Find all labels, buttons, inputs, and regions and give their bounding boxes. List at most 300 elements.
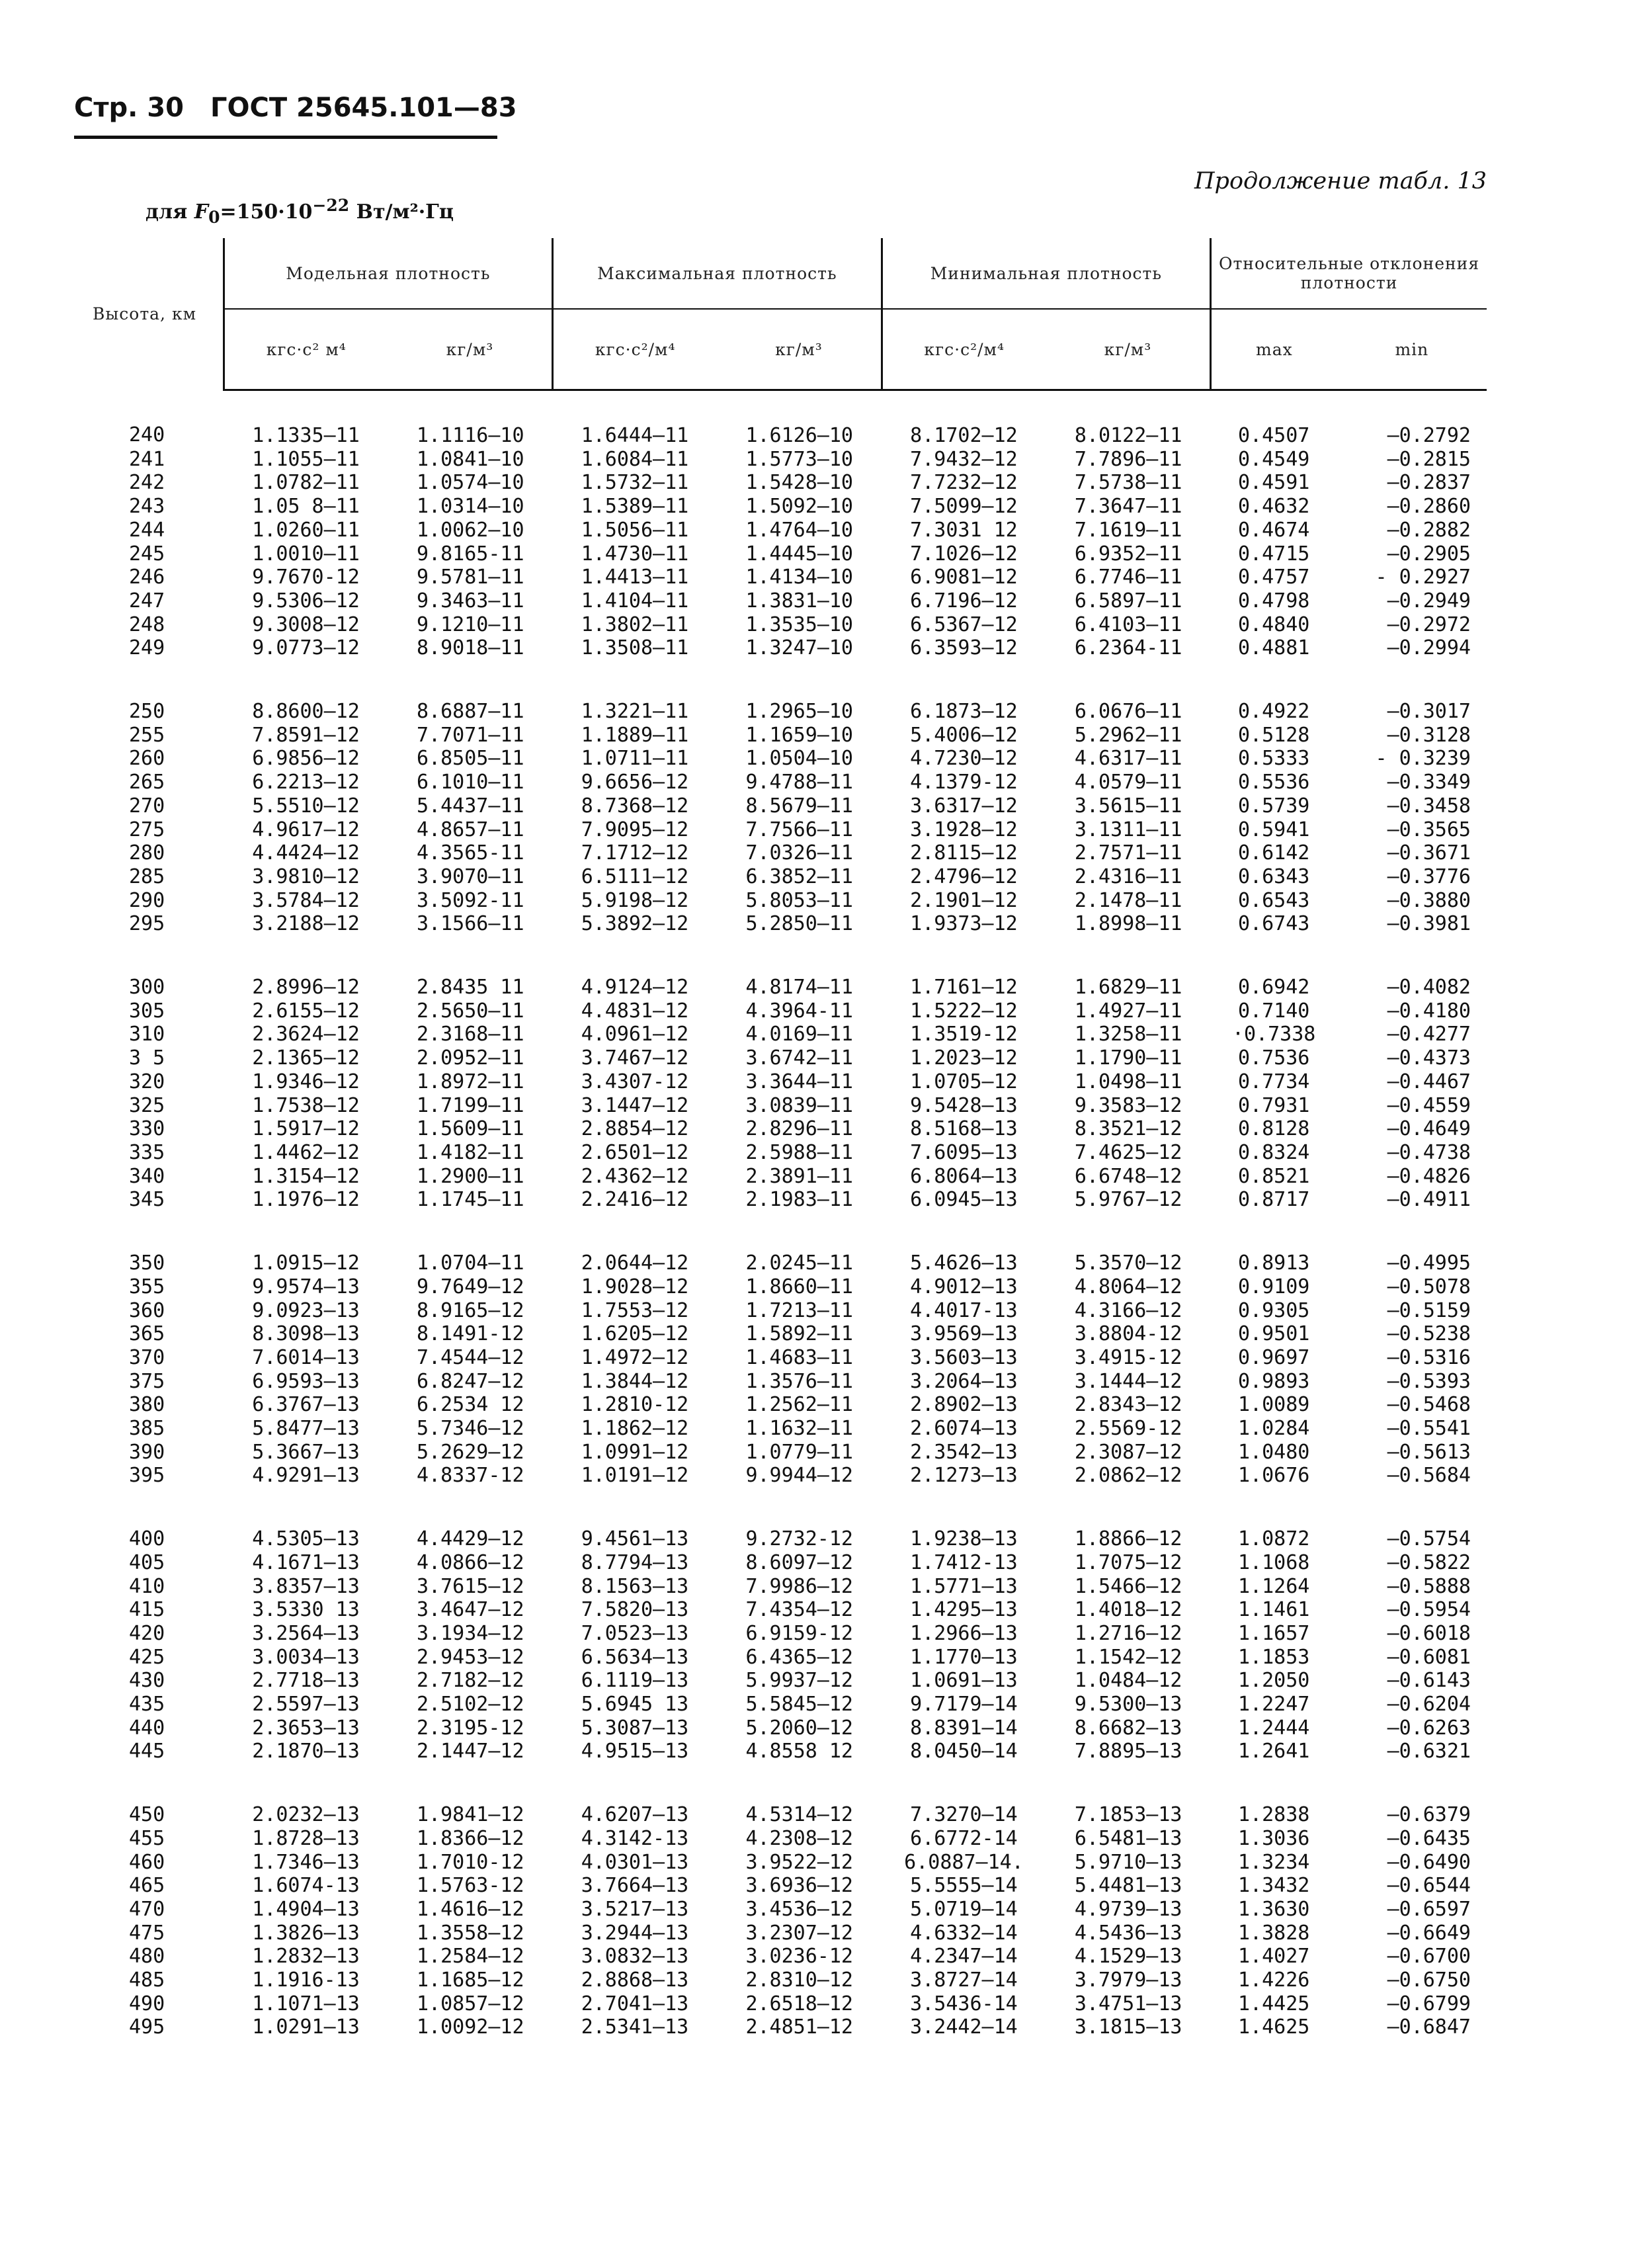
- altitude-cell: 360: [129, 1298, 165, 1322]
- model-kgf-cell: 1.0291—13: [252, 2015, 360, 2039]
- deviation-min-cell: —0.6799: [1387, 1992, 1471, 2015]
- deviation-max-cell: 0.8521: [1237, 1164, 1310, 1188]
- min-kgf-cell: 8.5168—13: [910, 1117, 1018, 1141]
- max-kg-cell: 1.3576—11: [745, 1369, 853, 1393]
- model-kg-cell: 3.1566—11: [416, 912, 524, 936]
- model-kgf-cell: 4.5305—13: [252, 1527, 360, 1551]
- max-kg-cell: 9.9944—12: [745, 1464, 853, 1488]
- deviation-max-cell: 1.1657: [1237, 1621, 1310, 1645]
- min-kg-cell: 2.4316—11: [1074, 865, 1182, 888]
- model-kg-cell: 8.1491-12: [416, 1322, 524, 1346]
- flux-symbol: F: [194, 200, 209, 224]
- max-kgf-cell: 7.0523—13: [581, 1621, 689, 1645]
- model-kgf-cell: 4.9291—13: [252, 1464, 360, 1488]
- max-kgf-cell: 2.8854—12: [581, 1117, 689, 1141]
- deviation-min-cell: —0.5822: [1387, 1550, 1471, 1574]
- table-row: [74, 566, 1487, 589]
- max-kgf-cell: 7.9095—12: [581, 818, 689, 841]
- deviation-max-cell: 0.8128: [1237, 1117, 1310, 1141]
- min-kgf-cell: 6.3593—12: [910, 636, 1018, 660]
- model-kgf-cell: 1.0915—12: [252, 1251, 360, 1275]
- model-kg-cell: 2.9453—12: [416, 1645, 524, 1669]
- min-kgf-cell: 1.5771—13: [910, 1574, 1018, 1598]
- min-kg-cell: 3.4751—13: [1074, 1992, 1182, 2015]
- max-kgf-cell: 1.9028—12: [581, 1275, 689, 1298]
- max-kg-cell: 1.5428—10: [745, 471, 853, 495]
- max-kg-cell: 8.5679—11: [745, 794, 853, 818]
- min-kgf-cell: 6.0887—14.: [904, 1850, 1024, 1874]
- min-kgf-cell: 3.2064—13: [910, 1369, 1018, 1393]
- min-kgf-cell: 5.0719—14: [910, 1897, 1018, 1921]
- max-kg-cell: 1.8660—11: [745, 1275, 853, 1298]
- model-kg-cell: 4.0866—12: [416, 1550, 524, 1574]
- model-kg-cell: 1.0841—10: [416, 447, 524, 471]
- min-kgf-cell: 6.7196—12: [910, 589, 1018, 613]
- table-row: [74, 495, 1487, 519]
- model-kg-cell: 8.9165—12: [416, 1298, 524, 1322]
- model-kgf-cell: 8.8600—12: [252, 700, 360, 724]
- deviation-min-cell: —0.5754: [1387, 1527, 1471, 1551]
- max-kgf-cell: 2.0644—12: [581, 1251, 689, 1275]
- max-kgf-cell: 3.5217—13: [581, 1897, 689, 1921]
- table-header: [74, 238, 1487, 390]
- max-kg-cell: 4.5314—12: [745, 1803, 853, 1827]
- deviation-max-cell: 1.2050: [1237, 1669, 1310, 1693]
- max-kgf-cell: 1.3221—11: [581, 700, 689, 724]
- deviation-max-cell: 1.4027: [1237, 1945, 1310, 1968]
- model-kg-cell: 1.5609—11: [416, 1117, 524, 1141]
- deviation-min-cell: —0.4995: [1387, 1251, 1471, 1275]
- flux-units: Вт/м²·Гц: [356, 200, 454, 224]
- model-kg-cell: 8.9018—11: [416, 636, 524, 660]
- max-kg-cell: 1.7213—11: [745, 1298, 853, 1322]
- max-kg-cell: 1.0504—10: [745, 747, 853, 771]
- min-kgf-cell: 6.0945—13: [910, 1188, 1018, 1212]
- altitude-cell: 490: [129, 1992, 165, 2015]
- model-kgf-cell: 1.0260—11: [252, 518, 360, 542]
- model-kg-cell: 3.1934—12: [416, 1621, 524, 1645]
- model-kgf-cell: 3.2564—13: [252, 1621, 360, 1645]
- max-kg-cell: 1.3831—10: [745, 589, 853, 613]
- min-kg-cell: 8.0122—11: [1074, 424, 1182, 447]
- table-row: [74, 1275, 1487, 1299]
- deviation-max-cell: 0.9697: [1237, 1345, 1310, 1369]
- max-kg-cell: 4.2308—12: [745, 1826, 853, 1850]
- model-kg-cell: 2.5650—11: [416, 999, 524, 1023]
- max-kgf-cell: 6.5111—12: [581, 865, 689, 888]
- max-kg-cell: 5.2060—12: [745, 1716, 853, 1740]
- table-row: [74, 724, 1487, 747]
- altitude-cell: 275: [129, 818, 165, 841]
- table-row: [74, 1370, 1487, 1394]
- unit-max-kgf: кгс·с²/м⁴: [553, 309, 718, 390]
- deviation-max-cell: 0.4757: [1237, 566, 1310, 589]
- min-kgf-cell: 6.8064—13: [910, 1164, 1018, 1188]
- model-kg-cell: 1.1116—10: [416, 424, 524, 447]
- min-kgf-cell: 7.5099—12: [910, 495, 1018, 519]
- max-kg-cell: 1.1659—10: [745, 723, 853, 747]
- model-kgf-cell: 3.0034—13: [252, 1645, 360, 1669]
- max-kgf-cell: 7.5820—13: [581, 1598, 689, 1622]
- altitude-cell: 480: [129, 1945, 165, 1968]
- min-kg-cell: 2.7571—11: [1074, 841, 1182, 865]
- model-kg-cell: 2.3168—11: [416, 1023, 524, 1046]
- deviation-min-cell: —0.4277: [1387, 1023, 1471, 1046]
- deviation-min-cell: —0.2882: [1387, 518, 1471, 542]
- table-row: [74, 1393, 1487, 1417]
- table-body: [74, 390, 1487, 2047]
- max-kg-cell: 1.5092—10: [745, 495, 853, 519]
- model-kgf-cell: 5.3667—13: [252, 1440, 360, 1464]
- altitude-cell: 305: [129, 999, 165, 1023]
- altitude-cell: 310: [129, 1023, 165, 1046]
- deviation-max-cell: 0.6543: [1237, 888, 1310, 912]
- table-row: [74, 667, 1487, 724]
- altitude-cell: 244: [129, 518, 165, 542]
- max-kgf-cell: 5.3892—12: [581, 912, 689, 936]
- model-kg-cell: 1.0062—10: [416, 518, 524, 542]
- min-kg-cell: 1.8866—12: [1074, 1527, 1182, 1551]
- min-kg-cell: 3.8804-12: [1074, 1322, 1182, 1346]
- min-kg-cell: 3.1444—12: [1074, 1369, 1182, 1393]
- max-kg-cell: 1.4764—10: [745, 518, 853, 542]
- min-kgf-cell: 4.1379-12: [910, 771, 1018, 794]
- min-kg-cell: 6.9352—11: [1074, 542, 1182, 566]
- deviation-max-cell: 1.1853: [1237, 1645, 1310, 1669]
- deviation-min-cell: —0.6435: [1387, 1826, 1471, 1850]
- max-kg-cell: 2.4851—12: [745, 2015, 853, 2039]
- max-kg-cell: 3.6742—11: [745, 1046, 853, 1070]
- min-kg-cell: 6.7746—11: [1074, 566, 1182, 589]
- min-kgf-cell: 3.5603—13: [910, 1345, 1018, 1369]
- min-kgf-cell: 1.5222—12: [910, 999, 1018, 1023]
- table-row: [74, 1945, 1487, 1968]
- model-kgf-cell: 2.5597—13: [252, 1693, 360, 1716]
- model-kgf-cell: 6.3767—13: [252, 1393, 360, 1417]
- model-kg-cell: 7.4544—12: [416, 1345, 524, 1369]
- table-row: [74, 1693, 1487, 1716]
- altitude-cell: 385: [129, 1417, 165, 1441]
- deviation-max-cell: 1.2838: [1237, 1803, 1310, 1827]
- deviation-max-cell: 1.4226: [1237, 1968, 1310, 1992]
- unit-deviation-min: min: [1337, 309, 1487, 390]
- model-kg-cell: 9.5781—11: [416, 566, 524, 589]
- model-kgf-cell: 9.0773—12: [252, 636, 360, 660]
- model-kg-cell: 1.0314—10: [416, 495, 524, 519]
- model-kgf-cell: 2.0232—13: [252, 1803, 360, 1827]
- deviation-max-cell: 1.3630: [1237, 1897, 1310, 1921]
- altitude-cell: 435: [129, 1693, 165, 1716]
- deviation-min-cell: —0.5468: [1387, 1393, 1471, 1417]
- table-row: [74, 1551, 1487, 1575]
- altitude-cell: 400: [129, 1527, 165, 1551]
- min-kg-cell: 1.0498—11: [1074, 1070, 1182, 1093]
- max-kg-cell: 5.5845—12: [745, 1693, 853, 1716]
- max-kgf-cell: 6.1119—13: [581, 1669, 689, 1693]
- deviation-max-cell: 0.9893: [1237, 1369, 1310, 1393]
- model-kgf-cell: 2.8996—12: [252, 976, 360, 999]
- min-kg-cell: 1.1790—11: [1074, 1046, 1182, 1070]
- model-kg-cell: 5.4437—11: [416, 794, 524, 818]
- deviation-max-cell: 0.4840: [1237, 613, 1310, 636]
- deviation-min-cell: —0.5684: [1387, 1464, 1471, 1488]
- max-kgf-cell: 1.3802—11: [581, 613, 689, 636]
- model-kg-cell: 9.8165-11: [416, 542, 524, 566]
- model-kg-cell: 9.7649—12: [416, 1275, 524, 1298]
- model-kg-cell: 1.5763-12: [416, 1874, 524, 1898]
- density-table-grid: [74, 238, 1487, 2046]
- altitude-cell: 430: [129, 1669, 165, 1693]
- min-kgf-cell: 5.5555—14: [910, 1874, 1018, 1898]
- table-row: [74, 1827, 1487, 1851]
- table-row: [74, 519, 1487, 542]
- model-kgf-cell: 3.5330 13: [252, 1598, 360, 1622]
- altitude-cell: 470: [129, 1897, 165, 1921]
- altitude-cell: 285: [129, 865, 165, 888]
- deviation-min-cell: —0.3458: [1387, 794, 1471, 818]
- deviation-min-cell: —0.3565: [1387, 818, 1471, 841]
- altitude-cell: 355: [129, 1275, 165, 1298]
- deviation-max-cell: 0.6743: [1237, 912, 1310, 936]
- min-kgf-cell: 3.5436-14: [910, 1992, 1018, 2015]
- altitude-cell: 415: [129, 1598, 165, 1622]
- table-row: [74, 1968, 1487, 1992]
- model-kgf-cell: 1.1055—11: [252, 447, 360, 471]
- deviation-max-cell: 0.7536: [1237, 1046, 1310, 1070]
- max-kg-cell: 4.0169—11: [745, 1023, 853, 1046]
- deviation-max-cell: 1.3036: [1237, 1826, 1310, 1850]
- table-row: [74, 1874, 1487, 1898]
- max-kg-cell: 1.2965—10: [745, 700, 853, 724]
- group-relative-deviation: Относительные отклонения плотности: [1211, 238, 1487, 309]
- max-kg-cell: 1.4134—10: [745, 566, 853, 589]
- max-kg-cell: 1.2562—11: [745, 1393, 853, 1417]
- table-condition: [145, 196, 454, 227]
- max-kg-cell: 3.0236-12: [745, 1945, 853, 1968]
- min-kg-cell: 4.6317—11: [1074, 747, 1182, 771]
- altitude-cell: 242: [129, 471, 165, 495]
- altitude-cell: 345: [129, 1188, 165, 1212]
- deviation-min-cell: —0.5613: [1387, 1440, 1471, 1464]
- min-kg-cell: 1.7075—12: [1074, 1550, 1182, 1574]
- model-kg-cell: 9.3463—11: [416, 589, 524, 613]
- min-kgf-cell: 3.1928—12: [910, 818, 1018, 841]
- altitude-cell: 390: [129, 1440, 165, 1464]
- table-row: [74, 1669, 1487, 1693]
- model-kgf-cell: 4.9617—12: [252, 818, 360, 841]
- max-kg-cell: 4.8558 12: [745, 1740, 853, 1763]
- deviation-min-cell: —0.2949: [1387, 589, 1471, 613]
- max-kg-cell: 3.2307—12: [745, 1921, 853, 1945]
- max-kgf-cell: 1.7553—12: [581, 1298, 689, 1322]
- max-kg-cell: 2.1983—11: [745, 1188, 853, 1212]
- table-row: [74, 1716, 1487, 1740]
- table-row: [74, 1922, 1487, 1945]
- max-kgf-cell: 4.6207—13: [581, 1803, 689, 1827]
- altitude-cell: 247: [129, 589, 165, 613]
- table-row: [74, 1770, 1487, 1827]
- table-row: [74, 1494, 1487, 1551]
- max-kg-cell: 1.1632—11: [745, 1417, 853, 1441]
- max-kg-cell: 1.5773—10: [745, 447, 853, 471]
- min-kg-cell: 1.4927—11: [1074, 999, 1182, 1023]
- model-kg-cell: 9.1210—11: [416, 613, 524, 636]
- min-kg-cell: 9.5300—13: [1074, 1693, 1182, 1716]
- min-kg-cell: 8.6682—13: [1074, 1716, 1182, 1740]
- flux-exponent: −22: [312, 196, 350, 215]
- model-kgf-cell: 1.0010—11: [252, 542, 360, 566]
- deviation-min-cell: —0.5393: [1387, 1369, 1471, 1393]
- deviation-min-cell: —0.6379: [1387, 1803, 1471, 1827]
- deviation-max-cell: 0.4591: [1237, 471, 1310, 495]
- model-kgf-cell: 9.0923—13: [252, 1298, 360, 1322]
- model-kg-cell: 2.3195-12: [416, 1716, 524, 1740]
- min-kg-cell: 2.1478—11: [1074, 888, 1182, 912]
- model-kgf-cell: 3.8357—13: [252, 1574, 360, 1598]
- deviation-max-cell: 0.5941: [1237, 818, 1310, 841]
- deviation-max-cell: 0.6942: [1237, 976, 1310, 999]
- min-kg-cell: 7.4625—12: [1074, 1140, 1182, 1164]
- model-kgf-cell: 8.3098—13: [252, 1322, 360, 1346]
- table-row: [74, 1464, 1487, 1494]
- model-kgf-cell: 9.3008—12: [252, 613, 360, 636]
- max-kg-cell: 6.4365—12: [745, 1645, 853, 1669]
- altitude-cell: 255: [129, 723, 165, 747]
- model-kgf-cell: 1.1976—12: [252, 1188, 360, 1212]
- max-kgf-cell: 1.3508—11: [581, 636, 689, 660]
- min-kgf-cell: 3.9569—13: [910, 1322, 1018, 1346]
- max-kgf-cell: 3.7664—13: [581, 1874, 689, 1898]
- min-kg-cell: 4.0579—11: [1074, 771, 1182, 794]
- max-kg-cell: 3.0839—11: [745, 1093, 853, 1117]
- min-kg-cell: 1.3258—11: [1074, 1023, 1182, 1046]
- max-kgf-cell: 5.6945 13: [581, 1693, 689, 1716]
- max-kgf-cell: 6.5634—13: [581, 1645, 689, 1669]
- deviation-min-cell: —0.4559: [1387, 1093, 1471, 1117]
- min-kg-cell: 3.4915-12: [1074, 1345, 1182, 1369]
- model-kgf-cell: 1.6074-13: [252, 1874, 360, 1898]
- model-kg-cell: 1.8972—11: [416, 1070, 524, 1093]
- deviation-max-cell: 0.8913: [1237, 1251, 1310, 1275]
- deviation-min-cell: —0.4180: [1387, 999, 1471, 1023]
- altitude-cell: 246: [129, 566, 165, 589]
- deviation-min-cell: —0.4738: [1387, 1140, 1471, 1164]
- group-min-density: Минимальная плотность: [882, 238, 1210, 309]
- model-kg-cell: 1.2900—11: [416, 1164, 524, 1188]
- max-kg-cell: 4.8174—11: [745, 976, 853, 999]
- max-kgf-cell: 1.2810-12: [581, 1393, 689, 1417]
- deviation-min-cell: —0.3776: [1387, 865, 1471, 888]
- deviation-min-cell: —0.6649: [1387, 1921, 1471, 1945]
- deviation-max-cell: 1.1264: [1237, 1574, 1310, 1598]
- table-row: [74, 1046, 1487, 1070]
- table-row: [74, 1141, 1487, 1165]
- max-kg-cell: 1.4683—11: [745, 1345, 853, 1369]
- deviation-max-cell: 0.5739: [1237, 794, 1310, 818]
- model-kg-cell: 6.8247—12: [416, 1369, 524, 1393]
- altitude-cell: 248: [129, 613, 165, 636]
- deviation-min-cell: —0.5888: [1387, 1574, 1471, 1598]
- deviation-max-cell: 0.6343: [1237, 865, 1310, 888]
- table-row: [74, 1598, 1487, 1622]
- model-kg-cell: 3.9070—11: [416, 865, 524, 888]
- deviation-max-cell: 1.0089: [1237, 1393, 1310, 1417]
- altitude-cell: 395: [129, 1464, 165, 1488]
- max-kg-cell: 7.9986—12: [745, 1574, 853, 1598]
- max-kg-cell: 1.4445—10: [745, 542, 853, 566]
- min-kg-cell: 2.3087—12: [1074, 1440, 1182, 1464]
- altitude-cell: 250: [129, 700, 165, 724]
- deviation-max-cell: 1.3234: [1237, 1850, 1310, 1874]
- model-kgf-cell: 9.5306—12: [252, 589, 360, 613]
- deviation-min-cell: —0.6847: [1387, 2015, 1471, 2039]
- deviation-min-cell: —0.4911: [1387, 1188, 1471, 1212]
- min-kg-cell: 5.2962—11: [1074, 723, 1182, 747]
- deviation-min-cell: —0.2972: [1387, 613, 1471, 636]
- table-row: [74, 1299, 1487, 1323]
- min-kgf-cell: 6.9081—12: [910, 566, 1018, 589]
- deviation-min-cell: —0.6700: [1387, 1945, 1471, 1968]
- deviation-min-cell: —0.5078: [1387, 1275, 1471, 1298]
- unit-model-kg: кг/м³: [388, 309, 553, 390]
- model-kg-cell: 3.7615—12: [416, 1574, 524, 1598]
- max-kg-cell: 1.5892—11: [745, 1322, 853, 1346]
- min-kg-cell: 4.8064—12: [1074, 1275, 1182, 1298]
- max-kgf-cell: 2.2416—12: [581, 1188, 689, 1212]
- altitude-cell: 350: [129, 1251, 165, 1275]
- min-kg-cell: 4.1529—13: [1074, 1945, 1182, 1968]
- max-kgf-cell: 3.4307-12: [581, 1070, 689, 1093]
- min-kg-cell: 7.1853—13: [1074, 1803, 1182, 1827]
- table-row: [74, 613, 1487, 637]
- min-kg-cell: 5.9710—13: [1074, 1850, 1182, 1874]
- altitude-cell: 425: [129, 1645, 165, 1669]
- altitude-cell: 340: [129, 1164, 165, 1188]
- min-kgf-cell: 4.4017-13: [910, 1298, 1018, 1322]
- max-kg-cell: 2.8296—11: [745, 1117, 853, 1141]
- model-kg-cell: 8.6887—11: [416, 700, 524, 724]
- max-kgf-cell: 3.2944—13: [581, 1921, 689, 1945]
- model-kgf-cell: 1.7538—12: [252, 1093, 360, 1117]
- max-kg-cell: 7.7566—11: [745, 818, 853, 841]
- deviation-max-cell: 0.9305: [1237, 1298, 1310, 1322]
- model-kgf-cell: 7.6014—13: [252, 1345, 360, 1369]
- table-row: [74, 1992, 1487, 2016]
- altitude-cell: 249: [129, 636, 165, 660]
- deviation-max-cell: 0.7931: [1237, 1093, 1310, 1117]
- deviation-min-cell: —0.3349: [1387, 771, 1471, 794]
- max-kgf-cell: 9.4561—13: [581, 1527, 689, 1551]
- min-kg-cell: 1.0484—12: [1074, 1669, 1182, 1693]
- model-kg-cell: 1.8366—12: [416, 1826, 524, 1850]
- model-kgf-cell: 1.1071—13: [252, 1992, 360, 2015]
- min-kg-cell: 2.5569-12: [1074, 1417, 1182, 1441]
- condition-prefix: для: [145, 200, 188, 224]
- max-kgf-cell: 5.3087—13: [581, 1716, 689, 1740]
- min-kgf-cell: 2.1273—13: [910, 1464, 1018, 1488]
- max-kgf-cell: 8.7368—12: [581, 794, 689, 818]
- model-kgf-cell: 9.7670-12: [252, 566, 360, 589]
- model-kgf-cell: 1.7346—13: [252, 1850, 360, 1874]
- deviation-max-cell: 1.2641: [1237, 1740, 1310, 1763]
- altitude-cell: 405: [129, 1550, 165, 1574]
- min-kg-cell: 1.5466—12: [1074, 1574, 1182, 1598]
- altitude-cell: 335: [129, 1140, 165, 1164]
- deviation-min-cell: —0.5238: [1387, 1322, 1471, 1346]
- deviation-max-cell: 0.6142: [1237, 841, 1310, 865]
- model-kgf-cell: 2.7718—13: [252, 1669, 360, 1693]
- max-kgf-cell: 8.1563—13: [581, 1574, 689, 1598]
